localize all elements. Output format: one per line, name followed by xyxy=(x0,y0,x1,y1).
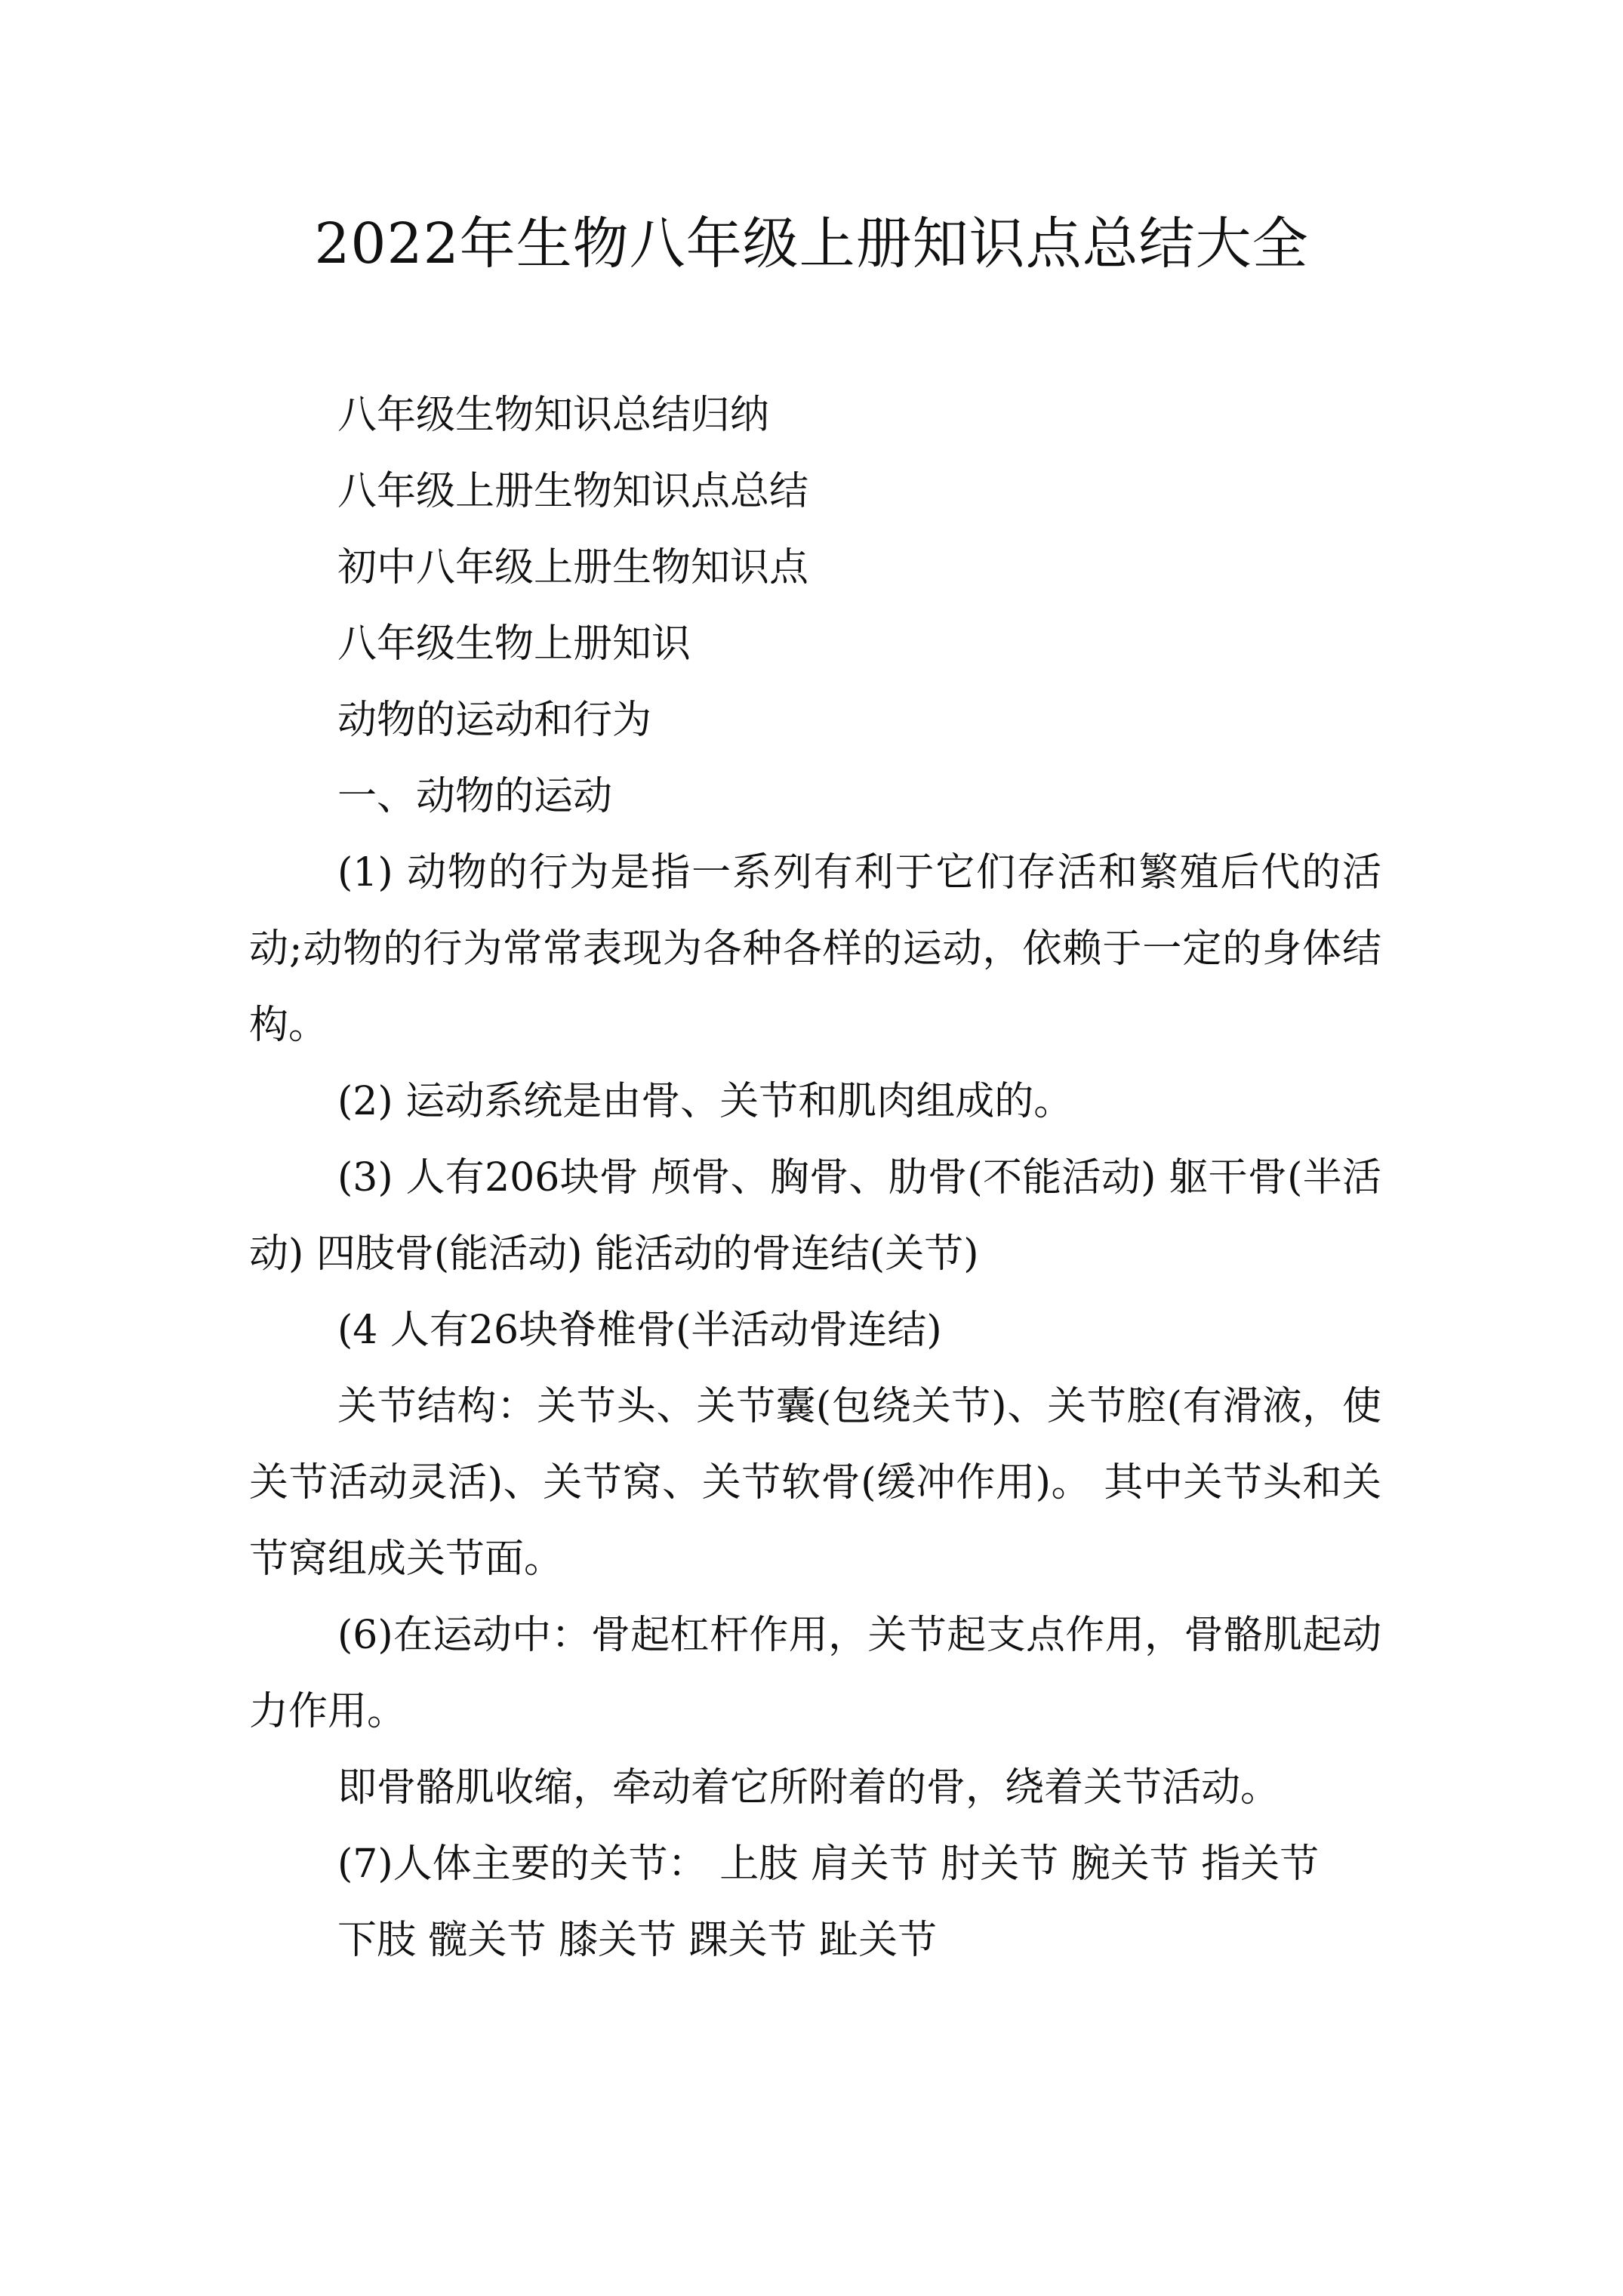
paragraph: (1) 动物的行为是指一系列有利于它们存活和繁殖后代的活动;动物的行为常常表现为各种各样的运动，依赖于一定的身体结构。 xyxy=(249,850,1381,1048)
section-heading: 动物的运动和行为 xyxy=(337,698,652,743)
paragraph: 八年级上册生物知识点总结 xyxy=(337,469,809,514)
paragraph: (4 人有26块脊椎骨(半活动骨连结) xyxy=(337,1308,942,1353)
paragraph: 八年级生物知识总结归纳 xyxy=(337,393,770,438)
paragraph: 关节结构：关节头、关节囊(包绕关节)、关节腔(有滑液，使关节活动灵活)、关节窝、关节软骨(缓冲作用)。 其中关节头和关节窝组成关节面。 xyxy=(249,1384,1381,1582)
section-heading: 一、动物的运动 xyxy=(337,774,613,819)
paragraph: (2) 运动系统是由骨、关节和肌肉组成的。 xyxy=(337,1079,1073,1124)
document-title: 2022年生物八年级上册知识点总结大全 xyxy=(314,211,1309,276)
document-body xyxy=(249,378,1381,1979)
paragraph: 初中八年级上册生物知识点 xyxy=(337,545,809,590)
paragraph: (7)人体主要的关节： 上肢 肩关节 肘关节 腕关节 指关节 xyxy=(337,1841,1320,1887)
paragraph: (6)在运动中：骨起杠杆作用，关节起支点作用，骨骼肌起动力作用。 xyxy=(249,1613,1381,1734)
paragraph: 即骨骼肌收缩，牵动着它所附着的骨，绕着关节活动。 xyxy=(337,1765,1280,1811)
paragraph: 八年级生物上册知识 xyxy=(337,621,691,667)
paragraph: (3) 人有206块骨 颅骨、胸骨、肋骨(不能活动) 躯干骨(半活动) 四肢骨(能活动) 能活动的骨连结(关节) xyxy=(249,1155,1381,1277)
paragraph: 下肢 髋关节 膝关节 踝关节 趾关节 xyxy=(337,1918,938,1963)
